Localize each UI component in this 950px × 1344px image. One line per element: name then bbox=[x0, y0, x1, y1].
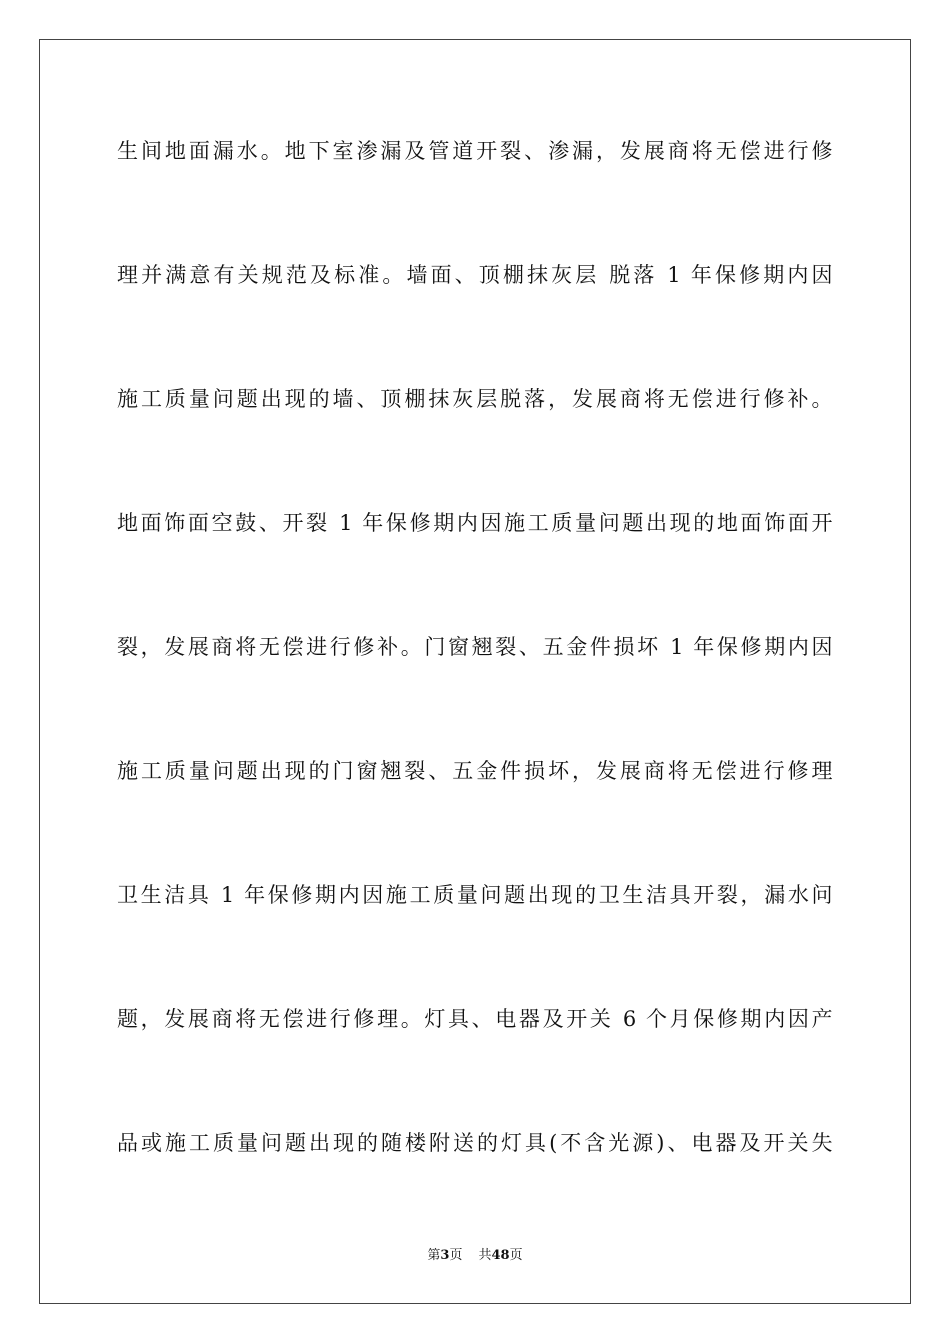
text-line: 裂，发展商将无偿进行修补。门窗翘裂、五金件损坏 1 年保修期内因 bbox=[117, 635, 833, 659]
text-line: 施工质量问题出现的墙、顶棚抹灰层脱落，发展商将无偿进行修补。 bbox=[117, 387, 833, 411]
page-prefix: 第 bbox=[427, 1248, 441, 1263]
page-number: 3 bbox=[440, 1248, 450, 1263]
page-footer bbox=[0, 1247, 950, 1265]
total-prefix: 共 bbox=[478, 1248, 492, 1263]
text-line: 理并满意有关规范及标准。墙面、顶棚抹灰层 脱落 1 年保修期内因 bbox=[117, 263, 833, 287]
total-suffix: 页 bbox=[509, 1248, 523, 1263]
text-line: 生间地面漏水。地下室渗漏及管道开裂、渗漏，发展商将无偿进行修 bbox=[117, 139, 833, 163]
text-line: 地面饰面空鼓、开裂 1 年保修期内因施工质量问题出现的地面饰面开 bbox=[117, 511, 833, 535]
total-pages: 48 bbox=[491, 1248, 510, 1263]
text-line: 施工质量问题出现的门窗翘裂、五金件损坏，发展商将无偿进行修理 bbox=[117, 759, 833, 783]
text-line: 题，发展商将无偿进行修理。灯具、电器及开关 6 个月保修期内因产 bbox=[117, 1007, 833, 1031]
text-line: 品或施工质量问题出现的随楼附送的灯具(不含光源)、电器及开关失 bbox=[117, 1131, 833, 1155]
text-line: 卫生洁具 1 年保修期内因施工质量问题出现的卫生洁具开裂，漏水问 bbox=[117, 883, 833, 907]
page-border bbox=[39, 39, 911, 1304]
page-suffix: 页 bbox=[449, 1248, 463, 1263]
